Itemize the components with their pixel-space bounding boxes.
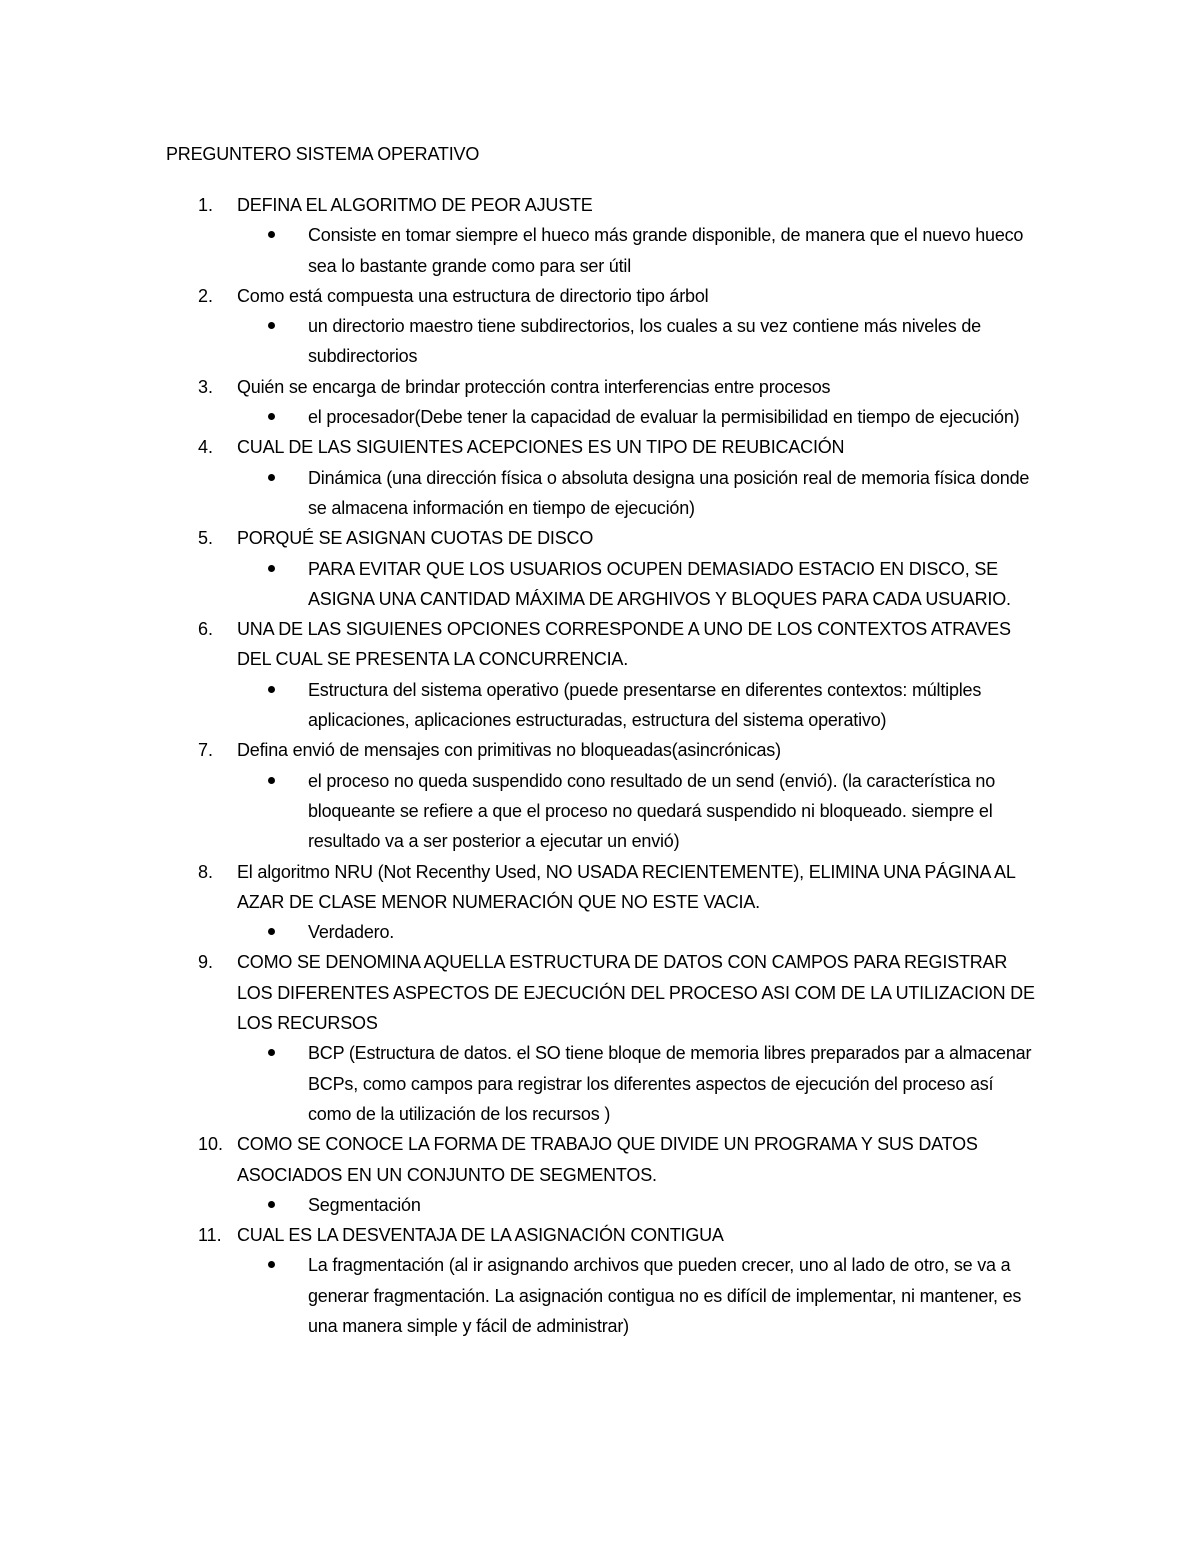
- bullet-icon: [268, 777, 275, 784]
- bullet-icon: [268, 565, 275, 572]
- answer-text: un directorio maestro tiene subdirectorios, los cuales a su vez contiene más niveles de subdirectorios: [308, 316, 981, 367]
- question-item: [0, 735, 1200, 856]
- answer-item: [0, 402, 1200, 432]
- question-text: Quién se encarga de brindar protección contra interferencias entre procesos: [237, 376, 831, 397]
- answer-text: el procesador(Debe tener la capacidad de evaluar la permisibilidad en tiempo de ejecución): [308, 407, 1020, 428]
- answer-item: [0, 1038, 1200, 1129]
- answer-list: [0, 463, 1200, 524]
- answer-list: [0, 917, 1200, 947]
- question-item: [0, 614, 1200, 735]
- question-item: [0, 281, 1200, 372]
- question-number: 10.: [198, 1134, 224, 1155]
- question-item: [0, 372, 1200, 433]
- question-number: 9.: [198, 952, 214, 973]
- bullet-icon: [268, 413, 275, 420]
- question-text: El algoritmo NRU (Not Recenthy Used, NO USADA RECIENTEMENTE), ELIMINA UNA PÁGINA AL AZAR DE CLASE MENOR NUMERACIÓN QUE NO ESTE VACIA.: [237, 861, 1015, 912]
- question-item: [0, 947, 1200, 1129]
- answer-text: Estructura del sistema operativo (puede presentarse en diferentes contextos: múltiples aplicaciones, aplicaciones estructuradas, estructura del sistema operativo): [308, 679, 982, 731]
- question-number: 2.: [198, 285, 214, 306]
- answer-list: [0, 1190, 1200, 1220]
- answer-item: [0, 463, 1200, 524]
- answer-item: [0, 1190, 1200, 1220]
- question-text: UNA DE LAS SIGUIENES OPCIONES CORRESPONDE A UNO DE LOS CONTEXTOS ATRAVES DEL CUAL SE PRESENTA LA CONCURRENCIA.: [237, 619, 1011, 670]
- bullet-icon: [268, 231, 275, 238]
- bullet-icon: [268, 686, 275, 693]
- question-item: [0, 1220, 1200, 1341]
- answer-item: [0, 554, 1200, 615]
- bullet-icon: [268, 1049, 275, 1056]
- question-item: [0, 1129, 1200, 1220]
- question-item: [0, 432, 1200, 523]
- question-item: [0, 857, 1200, 948]
- question-text: COMO SE CONOCE LA FORMA DE TRABAJO QUE DIVIDE UN PROGRAMA Y SUS DATOS ASOCIADOS EN UN CONJUNTO DE SEGMENTOS.: [237, 1134, 978, 1185]
- answer-text: BCP (Estructura de datos. el SO tiene bloque de memoria libres preparados par a almacenar BCPs, como campos para registrar los diferentes aspectos de ejecución del proceso así como de la utilización de los recursos ): [308, 1043, 1032, 1124]
- answer-item: [0, 220, 1200, 281]
- answer-text: el proceso no queda suspendido cono resultado de un send (envió). (la característica no bloqueante se refiere a que el proceso no quedará suspendido ni bloqueado. siempre el resultado va a ser posterior a ejecutar un envió): [308, 770, 996, 852]
- answer-item: [0, 766, 1200, 857]
- answer-list: [0, 311, 1200, 372]
- answer-text: Dinámica (una dirección física o absoluta designa una posición real de memoria física donde se almacena información en tiempo de ejecución): [308, 467, 1030, 518]
- bullet-icon: [268, 322, 275, 329]
- answer-list: [0, 220, 1200, 281]
- question-number: 4.: [198, 437, 214, 458]
- answer-list: [0, 1038, 1200, 1129]
- question-text: PORQUÉ SE ASIGNAN CUOTAS DE DISCO: [237, 528, 594, 549]
- question-item: [0, 190, 1200, 281]
- question-item: [0, 523, 1200, 614]
- answer-item: [0, 1250, 1200, 1341]
- question-number: 8.: [198, 861, 214, 882]
- answer-list: [0, 402, 1200, 432]
- answer-list: [0, 675, 1200, 736]
- answer-text: Verdadero.: [308, 922, 395, 943]
- answer-text: La fragmentación (al ir asignando archivos que pueden crecer, uno al lado de otro, se va a generar fragmentación. La asignación contigua no es difícil de implementar, ni mantener, es una manera simple y fácil de administrar): [308, 1255, 1022, 1336]
- answer-list: [0, 1250, 1200, 1341]
- question-number: 3.: [198, 376, 214, 397]
- question-text: COMO SE DENOMINA AQUELLA ESTRUCTURA DE DATOS CON CAMPOS PARA REGISTRAR LOS DIFERENTES ASPECTOS DE EJECUCIÓN DEL PROCESO ASI COM DE LA UTILIZACION DE LOS RECURSOS: [237, 952, 1035, 1034]
- question-list: [0, 190, 1200, 1341]
- question-text: Defina envió de mensajes con primitivas no bloqueadas(asincrónicas): [237, 740, 781, 761]
- question-number: 6.: [198, 619, 214, 640]
- document-title: PREGUNTERO SISTEMA OPERATIVO: [166, 144, 480, 164]
- question-number: 11.: [198, 1225, 222, 1246]
- question-text: CUAL ES LA DESVENTAJA DE LA ASIGNACIÓN CONTIGUA: [237, 1225, 724, 1246]
- answer-item: [0, 917, 1200, 947]
- question-text: CUAL DE LAS SIGUIENTES ACEPCIONES ES UN TIPO DE REUBICACIÓN: [237, 437, 845, 458]
- bullet-icon: [268, 1261, 275, 1268]
- answer-text: Segmentación: [308, 1194, 421, 1215]
- bullet-icon: [268, 928, 275, 935]
- answer-list: [0, 554, 1200, 615]
- bullet-icon: [268, 474, 275, 481]
- answer-list: [0, 766, 1200, 857]
- question-number: 1.: [198, 195, 214, 215]
- answer-item: [0, 675, 1200, 736]
- bullet-icon: [268, 1201, 275, 1208]
- question-number: 7.: [198, 740, 214, 761]
- question-text: DEFINA EL ALGORITMO DE PEOR AJUSTE: [237, 195, 593, 215]
- answer-text: Consiste en tomar siempre el hueco más grande disponible, de manera que el nuevo hueco sea lo bastante grande como para ser útil: [308, 225, 1024, 276]
- question-number: 5.: [198, 528, 214, 549]
- answer-item: [0, 311, 1200, 372]
- answer-text: PARA EVITAR QUE LOS USUARIOS OCUPEN DEMASIADO ESTACIO EN DISCO, SE ASIGNA UNA CANTIDAD MÁXIMA DE ARGHIVOS Y BLOQUES PARA CADA USUARIO.: [308, 558, 1011, 609]
- question-text: Como está compuesta una estructura de directorio tipo árbol: [237, 285, 709, 306]
